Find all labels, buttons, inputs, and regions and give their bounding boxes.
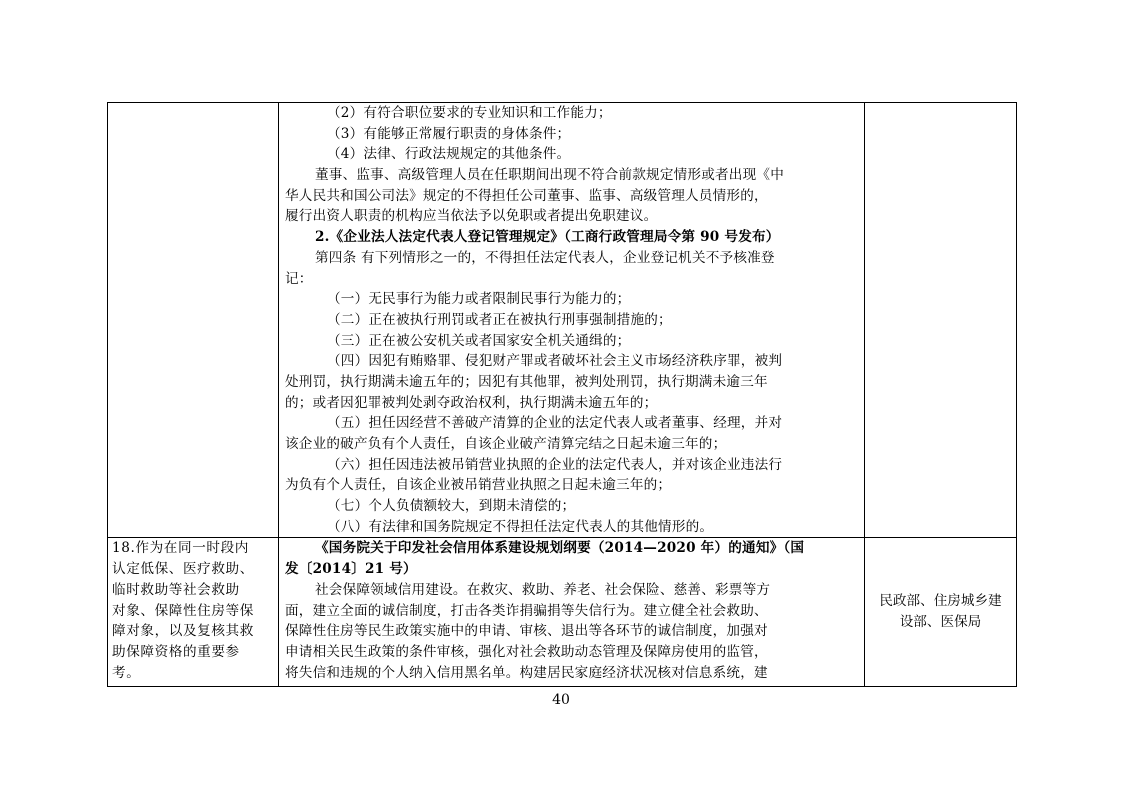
text-line: 申请相关民生政策的条件审核，强化对社会救助动态管理及保障房使用的监管， xyxy=(285,643,768,660)
text-line: （4）法律、行政法规规定的其他条件。 xyxy=(327,146,571,163)
document-heading: 2.《企业法人法定代表人登记管理规定》（工商行政管理局令第 90 号发布） xyxy=(315,229,780,246)
document-heading: 《国务院关于印发社会信用体系建设规划纲要（2014—2020 年）的通知》（国 xyxy=(315,540,805,557)
text-line: （三）正在被公安机关或者国家安全机关通缉的； xyxy=(327,332,631,349)
text-line: （七）个人负债额较大，到期未清偿的； xyxy=(327,498,576,515)
text-line: （3）有能够正常履行职责的身体条件； xyxy=(327,125,571,142)
text-line: 助保障资格的重要参 xyxy=(112,643,240,660)
policy-table xyxy=(107,102,1017,687)
text-line: 第四条 有下列情形之一的，不得担任法定代表人，企业登记机关不予核准登 xyxy=(315,249,775,266)
text-line: 记： xyxy=(285,270,313,287)
text-line: 董事、监事、高级管理人员在任职期间出现不符合前款规定情形或者出现《中 xyxy=(315,167,784,184)
row-18-content-cell xyxy=(279,538,865,687)
text-line: 保障性住房等民生政策实施中的申请、审核、退出等各环节的诚信制度，加强对 xyxy=(285,623,768,640)
text-line: 面，建立全面的诚信制度，打击各类诈捐骗捐等失信行为。建立健全社会救助、 xyxy=(285,602,768,619)
text-line: 对象、保障性住房等保 xyxy=(112,602,254,619)
text-line: 华人民共和国公司法》规定的不得担任公司董事、监事、高级管理人员情形的， xyxy=(285,187,768,204)
row-continued-left-cell xyxy=(108,103,279,538)
text-line: （五）担任因经营不善破产清算的企业的法定代表人或者董事、经理，并对 xyxy=(327,415,783,432)
row-18-department-cell xyxy=(865,538,1017,687)
page-number: 40 xyxy=(552,692,570,708)
text-line: 考。 xyxy=(112,664,141,681)
text-line: （2）有符合职位要求的专业知识和工作能力； xyxy=(327,105,612,121)
text-line: （二）正在被执行刑罚或者正在被执行刑事强制措施的； xyxy=(327,311,672,328)
text-line: 为负有个人责任，自该企业被吊销营业执照之日起未逾三年的； xyxy=(285,477,672,494)
document-heading: 发〔2014〕21 号） xyxy=(285,561,417,578)
text-line: 该企业的破产负有个人责任，自该企业破产清算完结之日起未逾三年的； xyxy=(285,436,727,452)
department-line: 设部、医保局 xyxy=(899,614,982,631)
text-line: 的；或者因犯罪被判处剥夺政治权利，执行期满未逾五年的； xyxy=(285,394,658,411)
text-line: 处刑罚，执行期满未逾五年的；因犯有其他罪，被判处刑罚，执行期满未逾三年 xyxy=(285,373,768,390)
text-line: （八）有法律和国务院规定不得担任法定代表人的其他情形的。 xyxy=(327,518,714,535)
text-line: （四）因犯有贿赂罪、侵犯财产罪或者破坏社会主义市场经济秩序罪，被判 xyxy=(327,353,783,370)
text-line: 认定低保、医疗救助、 xyxy=(112,561,254,578)
text-line: （一）无民事行为能力或者限制民事行为能力的； xyxy=(327,291,631,308)
row-continued-content-cell xyxy=(279,103,865,538)
text-line: 临时救助等社会救助 xyxy=(112,581,240,598)
row-continued-right-cell xyxy=(865,103,1017,538)
text-line: 社会保障领域信用建设。在救灾、救助、养老、社会保险、慈善、彩票等方 xyxy=(315,581,771,598)
text-line: 障对象，以及复核其救 xyxy=(112,623,254,640)
row-18-item-cell xyxy=(108,538,279,687)
table-row xyxy=(108,538,1017,687)
table-row xyxy=(108,103,1017,538)
department-line: 民政部、住房城乡建 xyxy=(879,593,1002,610)
text-line: 18.作为在同一时段内 xyxy=(112,540,249,557)
text-line: 将失信和违规的个人纳入信用黑名单。构建居民家庭经济状况核对信息系统，建 xyxy=(285,664,768,681)
text-line: 履行出资人职责的机构应当依法予以免职或者提出免职建议。 xyxy=(285,208,658,225)
text-line: （六）担任因违法被吊销营业执照的企业的法定代表人，并对该企业违法行 xyxy=(327,456,783,473)
